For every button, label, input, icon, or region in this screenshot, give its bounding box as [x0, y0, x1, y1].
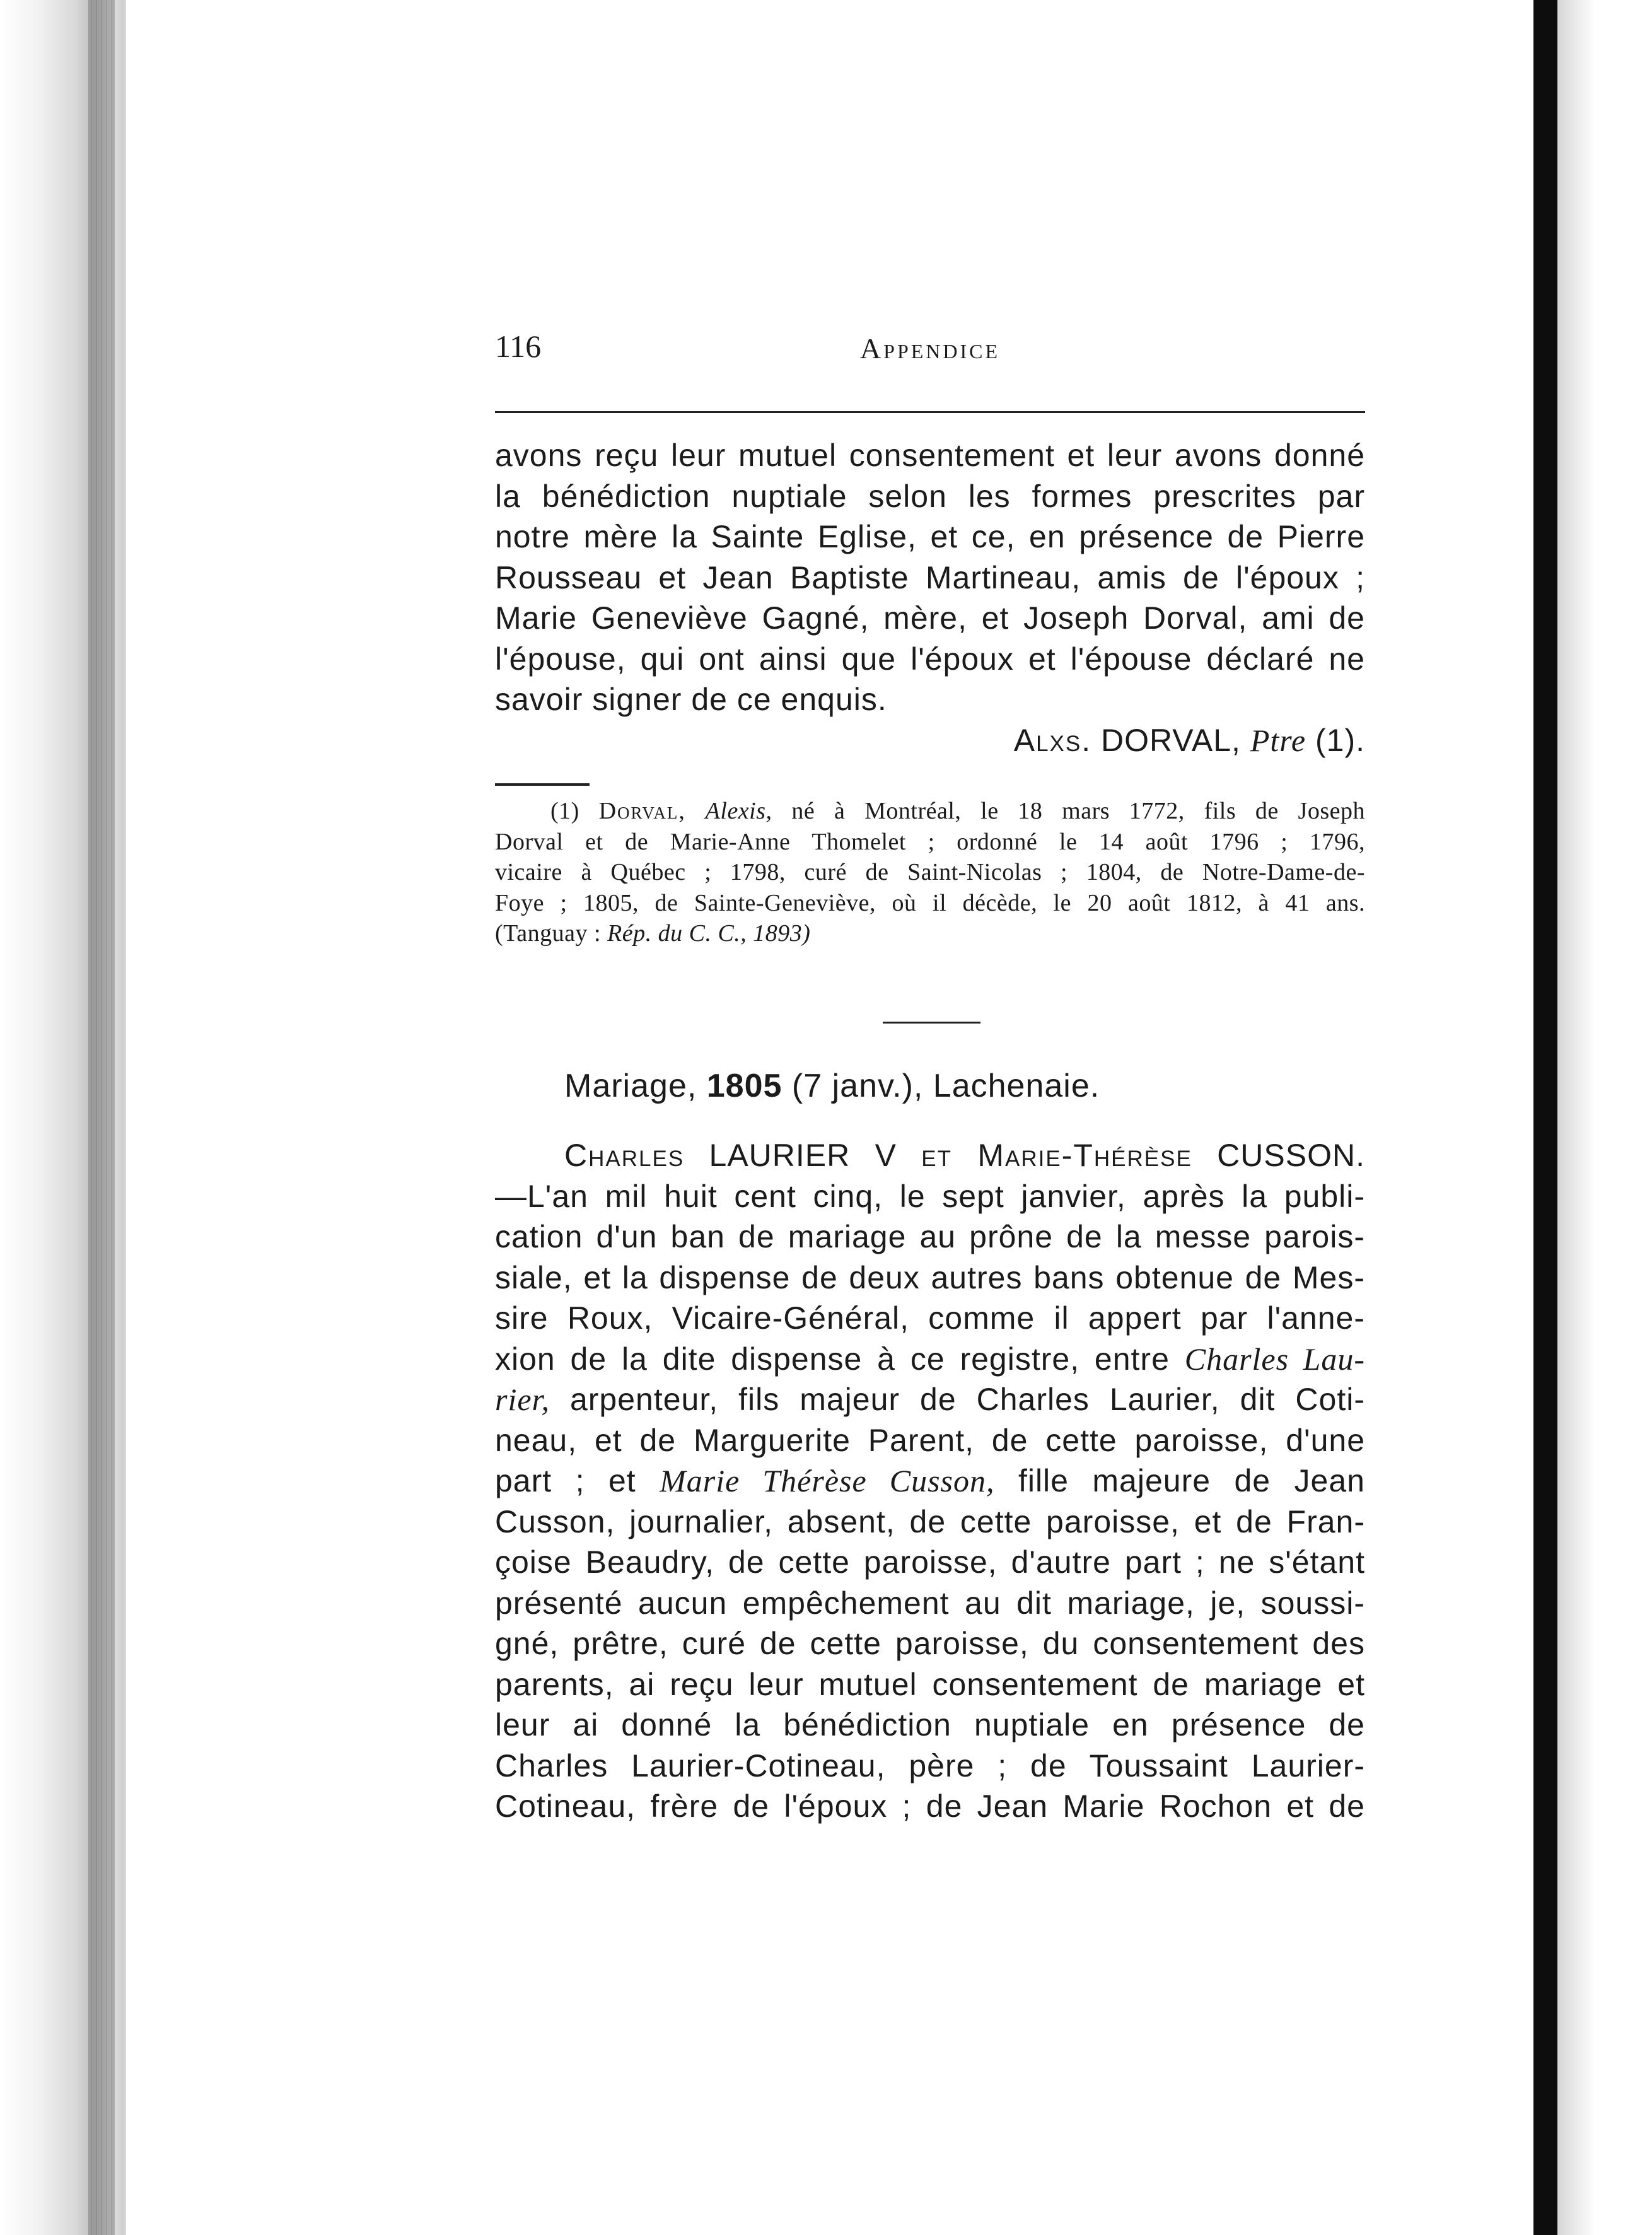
- bride-surname: CUSSON.: [1217, 1138, 1365, 1173]
- footnote-text: né à Montréal, le 18 mars 1772, fils de Joseph: [791, 798, 1365, 824]
- text-line: çoise Beaudry, de cette paroisse, d'autre part ; ne s'étant: [495, 1544, 1365, 1580]
- priest-signature: [495, 720, 1365, 761]
- footnote-citation: [495, 918, 1365, 949]
- text-line: Cusson, journalier, absent, de cette paroisse, et de Fran-: [495, 1503, 1365, 1539]
- footnote: [495, 796, 1365, 949]
- text-line: avons reçu leur mutuel consentement et leur avons donné: [495, 438, 1365, 473]
- text-line: notre mère la Sainte Eglise, et ce, en présence de Pierre: [495, 519, 1365, 554]
- text-line: leur ai donné la bénédiction nuptiale en présence de: [495, 1707, 1365, 1742]
- footnote-rule: [495, 783, 590, 786]
- text-line: gné, prêtre, curé de cette paroisse, du consentement des: [495, 1626, 1365, 1661]
- signature-abbr: Alxs.: [1013, 722, 1092, 758]
- citation-prefix: (Tanguay :: [495, 920, 602, 947]
- citation-year: 1893): [753, 920, 811, 947]
- bride-first-name: et Marie-Thérèse: [921, 1138, 1192, 1173]
- groom-first-name: Charles: [564, 1138, 685, 1173]
- entry-heading: [564, 1066, 1195, 1106]
- text-line: présenté aucun empêchement au dit mariage, je, soussi-: [495, 1585, 1365, 1621]
- text-line: [495, 1379, 1365, 1420]
- footnote-reference: (1).: [1315, 722, 1365, 758]
- signature-name: DORVAL,: [1101, 722, 1241, 758]
- entry-date-place: (7 janv.), Lachenaie.: [791, 1068, 1100, 1104]
- footnote-line: [495, 796, 1365, 827]
- groom-name-italic-cont: rier,: [495, 1382, 550, 1417]
- text-segment: part ; et: [495, 1463, 636, 1498]
- text-line: sire Roux, Vicaire-Général, comme il appert par l'anne-: [495, 1300, 1365, 1336]
- record-heading: [495, 1135, 1365, 1176]
- groom-name-italic: Charles Lau-: [1184, 1341, 1365, 1377]
- text-line: Charles Laurier-Cotineau, père ; de Toussaint Laurier-: [495, 1748, 1365, 1783]
- marriage-record: [495, 1135, 1365, 1827]
- footnote-line: Dorval et de Marie-Anne Thomelet ; ordonné le 14 août 1796 ; 1796,: [495, 828, 1365, 855]
- citation-title: Rép. du C. C.,: [607, 920, 747, 947]
- footnote-marker: (1): [550, 798, 579, 824]
- text-line: —L'an mil huit cent cinq, le sept janvier, après la publi-: [495, 1178, 1365, 1214]
- footnote-line: vicaire à Québec ; 1798, curé de Saint-Nicolas ; 1804, de Notre-Dame-de-: [495, 859, 1365, 885]
- text-segment: fille majeure de Jean: [1018, 1463, 1365, 1498]
- text-line: siale, et la dispense de deux autres bans obtenue de Mes-: [495, 1259, 1365, 1295]
- text-line: l'épouse, qui ont ainsi que l'époux et l'épouse déclaré ne: [495, 641, 1365, 677]
- entry-year: 1805: [706, 1068, 782, 1104]
- running-title: Appendice: [859, 332, 1001, 365]
- text-line: [495, 1461, 1365, 1502]
- footnote-surname: Dorval,: [598, 798, 686, 824]
- footnote-line: Foye ; 1805, de Sainte-Geneviève, où il décède, le 20 août 1812, à 41 ans.: [495, 889, 1365, 916]
- entry-type: Mariage,: [564, 1068, 697, 1104]
- bride-name-italic: Marie Thérèse Cusson,: [660, 1463, 995, 1498]
- text-line: Marie Geneviève Gagné, mère, et Joseph Dorval, ami de: [495, 600, 1365, 636]
- header-rule: [495, 411, 1365, 413]
- section-divider: [883, 1022, 980, 1024]
- groom-surname: LAURIER V: [709, 1138, 897, 1173]
- footnote-given-name: Alexis,: [705, 798, 772, 824]
- text-segment: xion de la dite dispense à ce registre, entre: [495, 1341, 1170, 1377]
- text-line: [495, 1339, 1365, 1380]
- text-line: neau, et de Marguerite Parent, de cette paroisse, d'une: [495, 1422, 1365, 1458]
- facing-page-edge: [1557, 0, 1652, 2235]
- text-line: cation d'un ban de mariage au prône de la messe parois-: [495, 1219, 1365, 1254]
- running-head: [495, 328, 1365, 378]
- page-number: 116: [495, 329, 542, 364]
- text-line: la bénédiction nuptiale selon les formes prescrites par: [495, 478, 1365, 514]
- book-gutter: [1533, 0, 1557, 2235]
- text-line: parents, ai reçu leur mutuel consentement de mariage et: [495, 1666, 1365, 1702]
- text-segment: arpenteur, fils majeur de Charles Laurier, dit Coti-: [569, 1382, 1365, 1417]
- text-line: savoir signer de ce enquis.: [495, 682, 887, 717]
- text-line: Rousseau et Jean Baptiste Martineau, amis de l'époux ;: [495, 559, 1365, 595]
- paragraph-continuation: [495, 435, 1365, 761]
- text-line: Cotineau, frère de l'époux ; de Jean Marie Rochon et de: [495, 1789, 1365, 1824]
- signature-title: Ptre: [1250, 722, 1306, 758]
- page-stack-edge: [88, 0, 115, 2235]
